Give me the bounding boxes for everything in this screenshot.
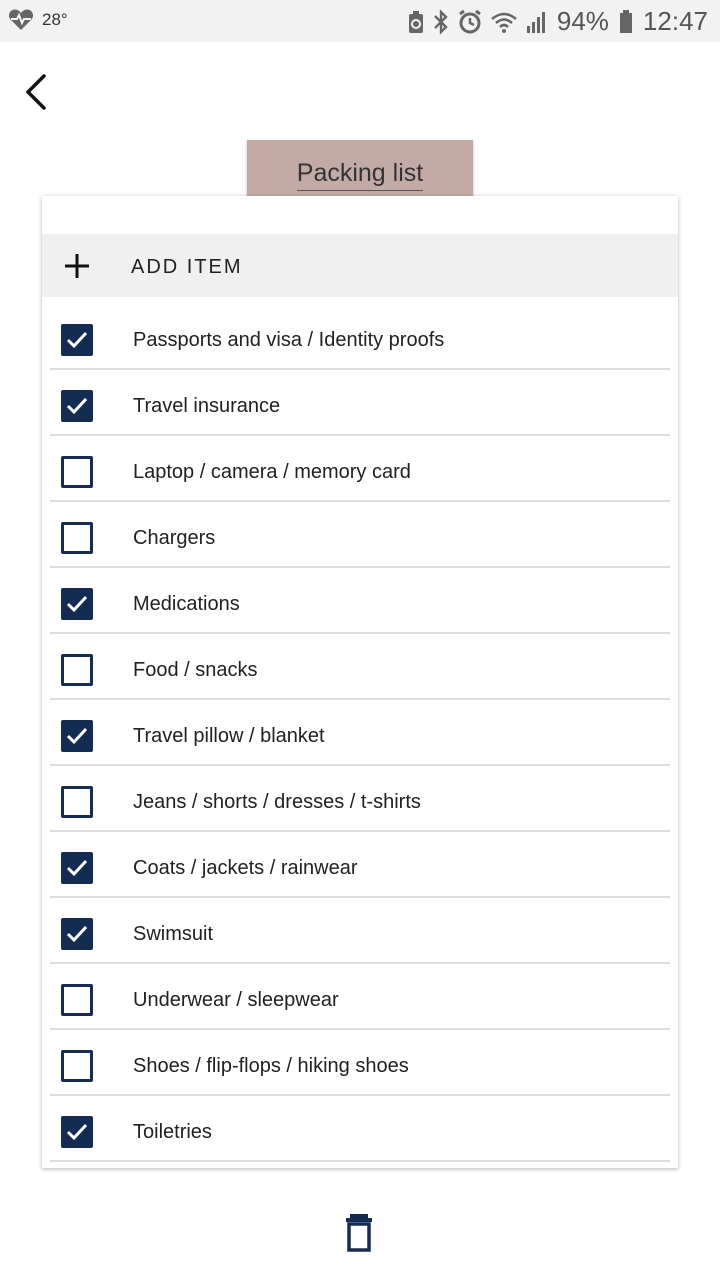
list-item[interactable] [50,832,670,898]
list-item[interactable] [50,370,670,436]
chevron-left-icon [20,70,60,114]
add-item-button[interactable] [42,234,678,297]
checkbox-checked[interactable] [61,390,93,422]
list-item[interactable] [50,436,670,502]
list-item-label: Toiletries [133,1121,212,1143]
back-button[interactable] [20,70,60,114]
checkbox-unchecked[interactable] [61,522,93,554]
temperature-text: 28° [42,10,68,29]
battery-percent: 94% [556,6,609,36]
checkbox-checked[interactable] [61,720,93,752]
list-item-label: Jeans / shorts / dresses / t-shirts [133,791,421,813]
list-item-label: Passports and visa / Identity proofs [133,329,445,351]
list-item[interactable] [50,1096,670,1162]
list-item[interactable] [50,1030,670,1096]
bluetooth-icon [433,9,449,35]
signal-icon [525,10,547,34]
checklist [50,304,670,1162]
checkmark-icon [65,724,89,748]
list-item-label: Travel pillow / blanket [133,725,325,747]
status-right [407,6,708,37]
wifi-icon [491,11,517,33]
list-item[interactable] [50,568,670,634]
alarm-icon [457,9,483,35]
checkbox-unchecked[interactable] [61,1050,93,1082]
list-item[interactable] [50,634,670,700]
plus-icon [64,253,90,279]
sync-battery-icon [407,10,425,34]
checkmark-icon [65,922,89,946]
add-item-label: ADD ITEM [131,256,243,278]
status-left [8,9,68,31]
list-item-label: Swimsuit [133,923,214,945]
checkbox-checked[interactable] [61,852,93,884]
checkbox-unchecked[interactable] [61,654,93,686]
list-item[interactable] [50,502,670,568]
list-item-label: Underwear / sleepwear [133,989,339,1011]
packing-list-card [42,196,678,1168]
checkmark-icon [65,394,89,418]
checkbox-checked[interactable] [61,324,93,356]
list-item-label: Chargers [133,527,216,549]
battery-icon [619,10,633,34]
checkbox-unchecked[interactable] [61,456,93,488]
checkmark-icon [65,592,89,616]
checkbox-checked[interactable] [61,918,93,950]
checkbox-unchecked[interactable] [61,984,93,1016]
checkbox-unchecked[interactable] [61,786,93,818]
page-title: Packing list [297,159,423,191]
delete-list-button[interactable] [340,1212,378,1252]
list-item[interactable] [50,700,670,766]
list-item[interactable] [50,898,670,964]
list-item[interactable] [50,304,670,370]
list-item-label: Laptop / camera / memory card [133,461,411,483]
list-item-label: Coats / jackets / rainwear [133,857,358,879]
checkbox-checked[interactable] [61,588,93,620]
list-item-label: Shoes / flip-flops / hiking shoes [133,1055,409,1077]
list-item-label: Travel insurance [133,395,281,417]
checkmark-icon [65,328,89,352]
checkmark-icon [65,1120,89,1144]
list-item-label: Food / snacks [133,659,258,681]
trash-icon [340,1212,378,1252]
list-item[interactable] [50,766,670,832]
status-bar [0,0,720,42]
checkmark-icon [65,856,89,880]
list-item[interactable] [50,964,670,1030]
checkbox-checked[interactable] [61,1116,93,1148]
clock-time: 12:47 [642,6,708,36]
list-item-label: Medications [133,593,240,615]
health-heart-icon [8,9,34,31]
